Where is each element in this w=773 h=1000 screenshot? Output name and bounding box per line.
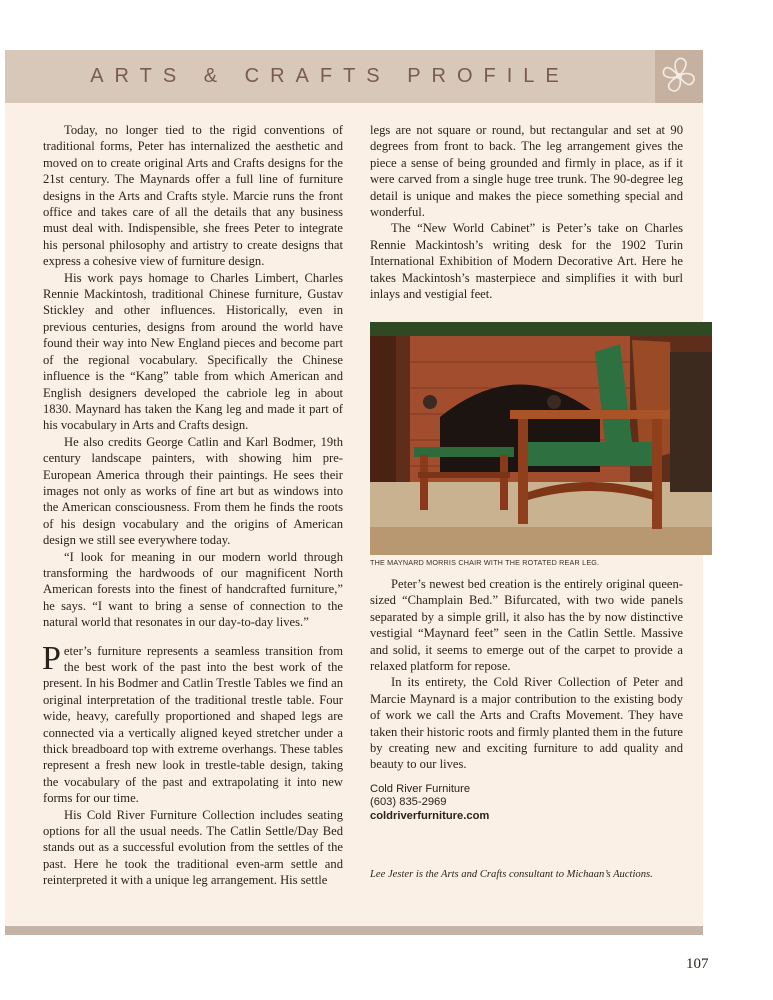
paragraph: Peter’s newest bed creation is the entirely original queen-sized “Champlain Bed.” Bifurcated, with two wide panels separated by a simple grill, it also has the by now distinctive vestigial “Maynard feet” seen in the Catlin Settle. Massive and solid, it seems to emerge out of the carpet to provide a relaxed platform for repose. [370,577,683,674]
paragraph: legs are not square or round, but rectangular and set at 90 degrees from front to back. The leg arrangement gives the piece a sense of being grounded and firmly in place, as if it were carved from a single huge tree trunk. The 90-degree leg detail is unique and makes the piece something special and wonderful. [370,123,683,220]
page-number: 107 [686,956,709,972]
photo-caption: THE MAYNARD MORRIS CHAIR WITH THE ROTATED REAR LEG. [370,558,600,567]
paragraph: Today, no longer tied to the rigid conventions of traditional forms, Peter has internalized the aesthetic and moved on to create original Arts and Crafts designs for the 21st century. The Maynards offer a full line of furniture designs in the Arts and Crafts style. Marcie runs the front office and takes care of all the details that any business must deal with. Indispensible, she frees Peter to integrate his personal philosophy and artistry to create designs that express a cohesive view of furniture design. [43,123,343,269]
paragraph: The “New World Cabinet” is Peter’s take on Charles Rennie Mackintosh’s writing desk for the 1902 Turin International Exhibition of Modern Decorative Art. Here he takes Mackintosh’s masterpiece and simplifies it with burl inlays and vestigial feet. [370,221,683,302]
right-column [370,122,683,302]
website-link[interactable]: coldriverfurniture.com [370,810,490,823]
left-column [43,122,343,889]
paragraph: In its entirety, the Cold River Collection of Peter and Marcie Maynard is a major contribution to the existing body of work we call the Arts and Crafts Movement. They have taken their historic roots and firmly planted them in the future by creating new and exciting furniture to add quality and beauty to our lives. [370,675,683,772]
flower-logo-box [655,50,703,103]
morris-chair-photo [370,322,712,555]
paragraph: “I look for meaning in our modern world through transforming the hardwoods of our magnificent North American forests into the finest of handcrafted furniture,” he says. “I want to bring a sense of connection to the natural world that resonates in our day-to-day lives.” [43,549,343,630]
drop-cap: P [42,639,61,677]
paragraph: His work pays homage to Charles Limbert, Charles Rennie Mackintosh, traditional Chinese furniture, Gustav Stickley and other influences. Historically, even in previous centuries, designs from around the world have found their way into New England pieces and become part of the regional vocabulary. Specifically the Chinese influence is the “Kang” table from which American and English designers developed the cabriole leg in about 1830. Maynard has taken the Kang leg and made it part of his vocabulary in Arts and Crafts design. [43,270,343,433]
paragraph: His Cold River Furniture Collection includes seating options for all the usual needs. The Catlin Settle/Day Bed stands out as a successful evolution from the settles of the past. Here he took the traditional even-arm settle and reinterpreted it with a unique leg arrangement. His settle [43,807,343,888]
dropcap-paragraph [42,639,343,807]
contact-block [370,783,683,824]
right-column-lower [370,576,683,824]
bottom-rule [5,926,703,935]
section-title: ARTS & CRAFTS PROFILE [90,65,570,87]
phone-number: (603) 835-2969 [370,796,447,809]
author-credit: Lee Jester is the Arts and Crafts consultant to Michaan’s Auctions. [370,869,653,880]
morris-chair-illustration [370,322,712,555]
company-name: Cold River Furniture [370,782,471,795]
paragraph: He also credits George Catlin and Karl Bodmer, 19th century landscape painters, with showing him pre-European America through their paintings. He sees their images not only as works of fine art but as windows into the American consciousness. From them he finds the roots of his design vocabulary and the origins of American design we still see everywhere today. [43,434,343,548]
hibiscus-flower-icon [655,50,703,103]
dropcap-paragraph-text: eter’s furniture represents a seamless transition from the best work of the past into the best work of the present. In his Bodmer and Catlin Trestle Tables we find an original interpretation of the traditional trestle table. Four wide, heavy, carefully proportioned and shaped legs are connected via a vertically aligned keyed stretcher under a thick breadboard top with extreme overhangs. These tables represent a fresh new look in trestle-table design, taking the vocabulary of the past and extrapolating it into new forms for our time. [43,643,343,806]
